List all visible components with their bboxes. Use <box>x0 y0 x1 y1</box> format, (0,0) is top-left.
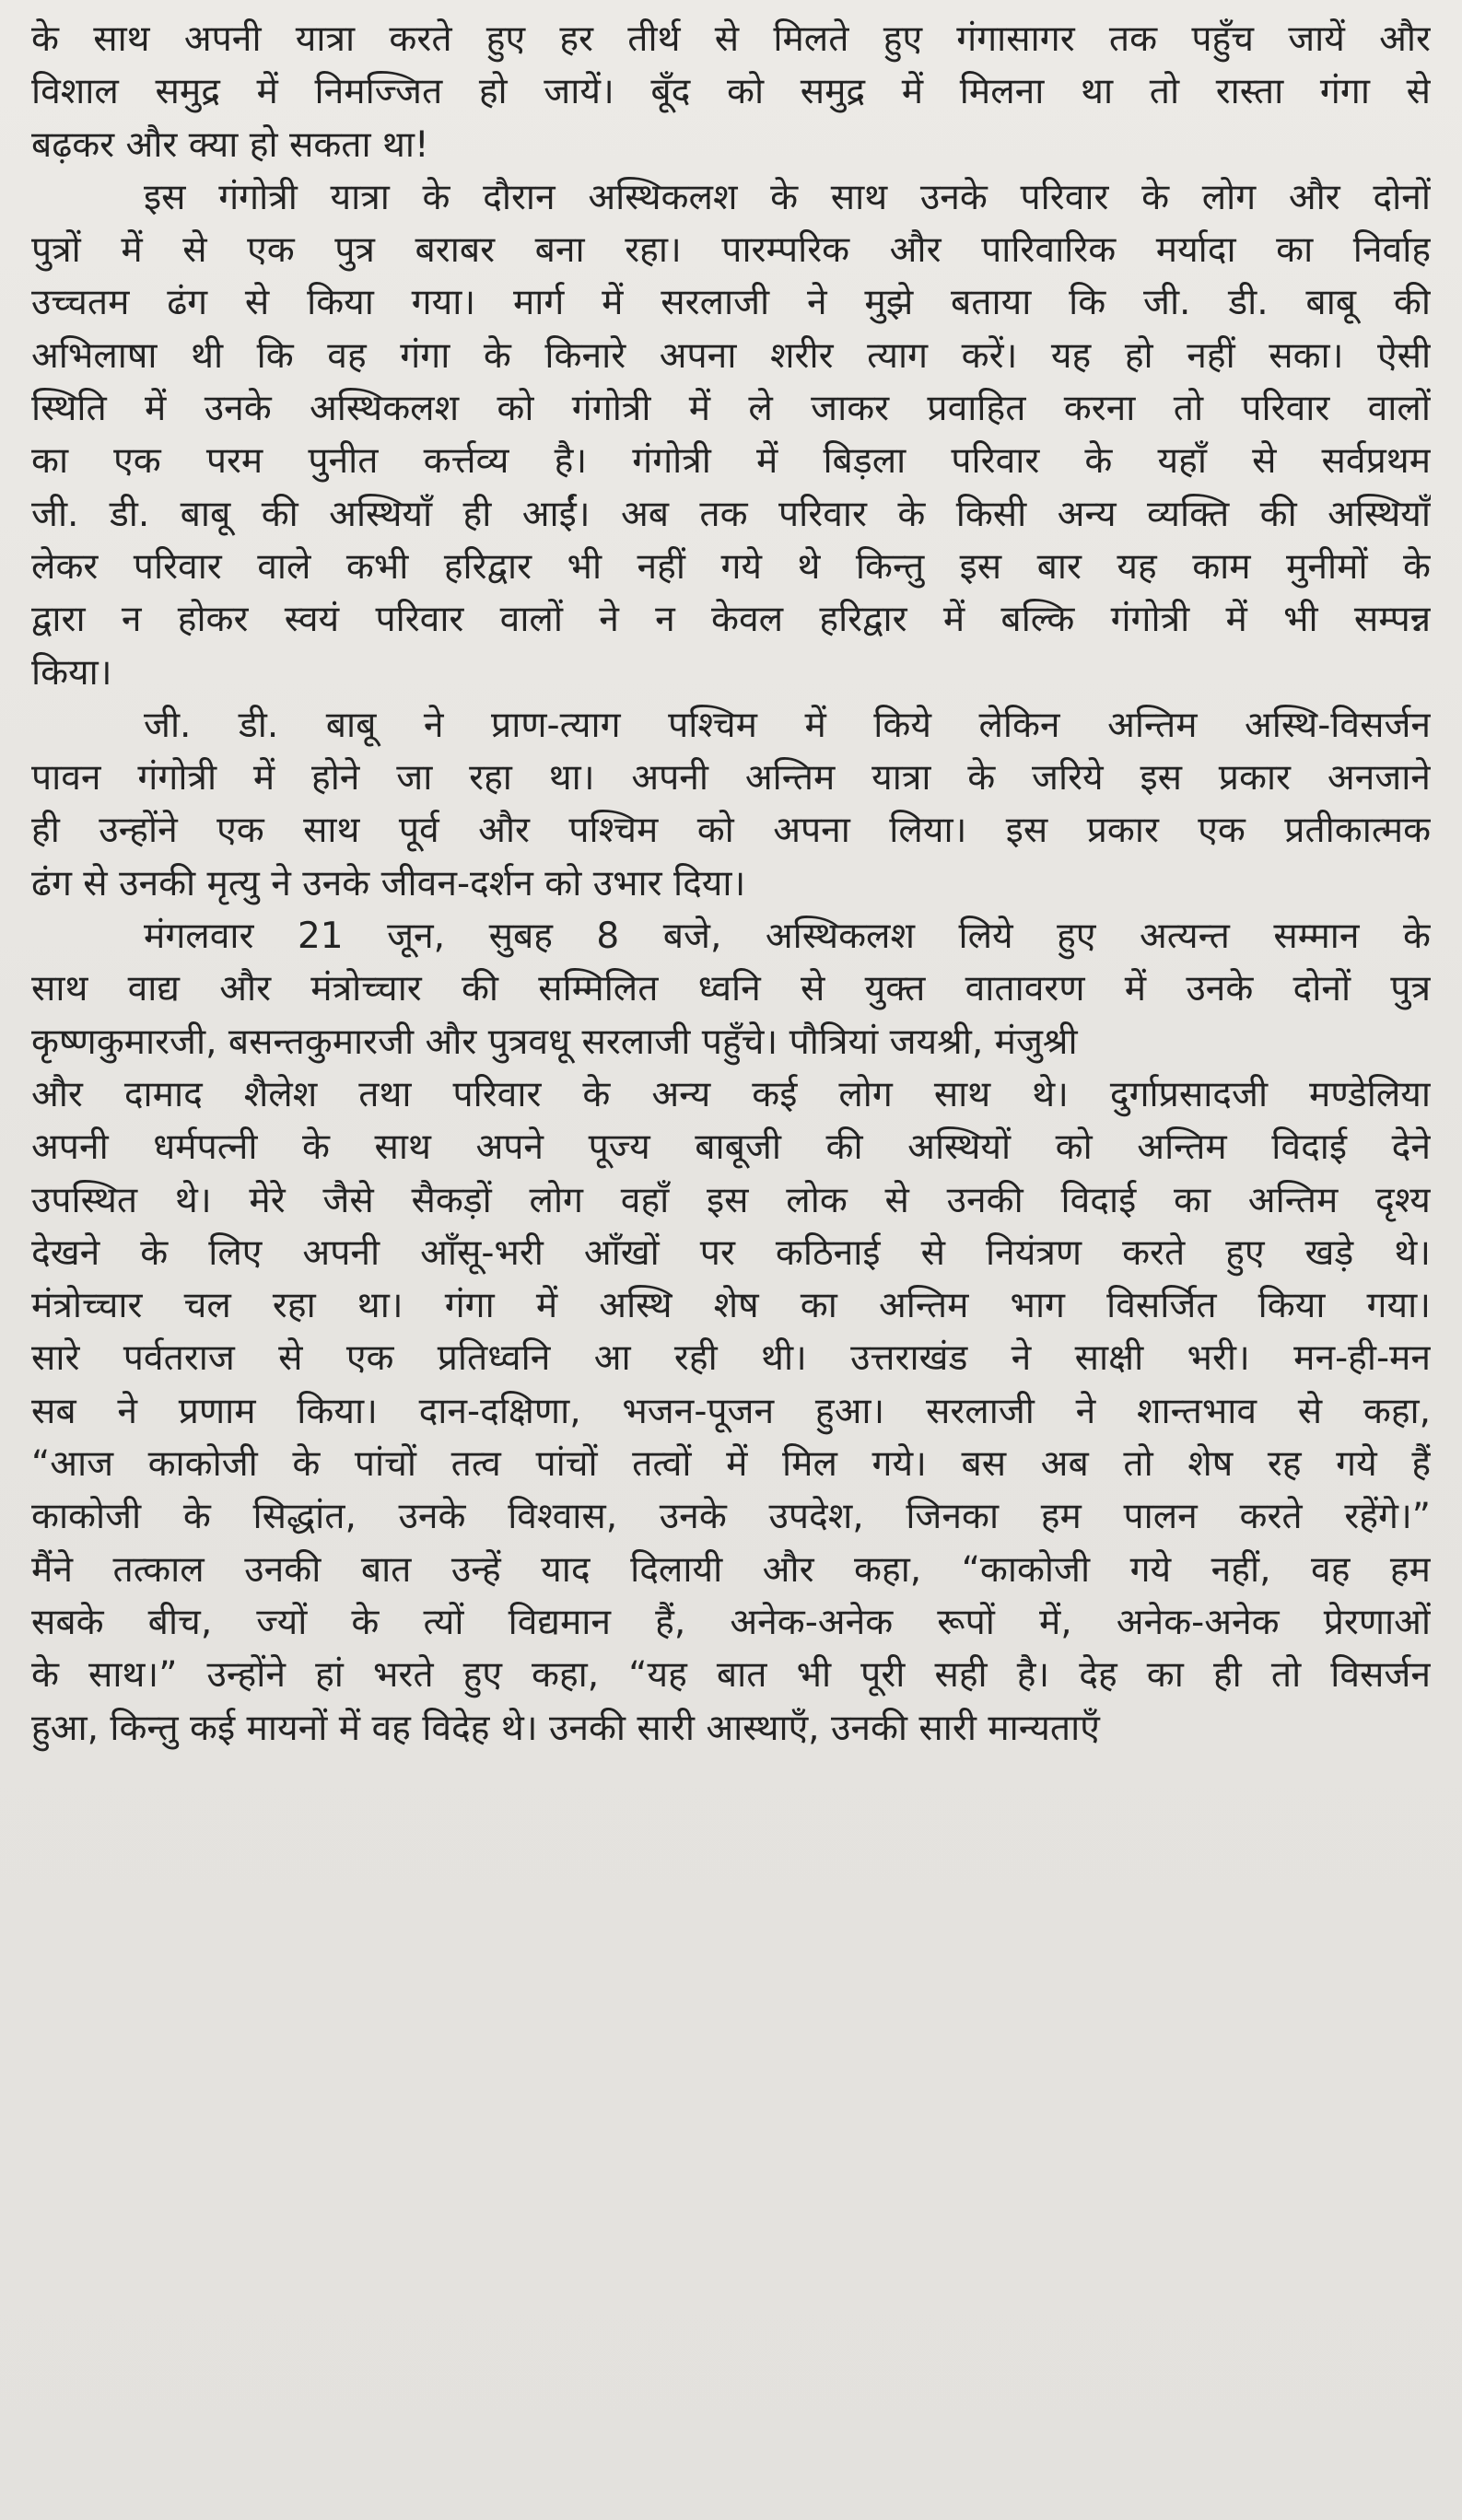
text-line: सबके बीच, ज्यों के त्यों विद्यमान हैं, अनेक-अनेक रूपों में, अनेक-अनेक प्रेरणाओं <box>31 1601 1431 1643</box>
text-line: जी. डी. बाबू की अस्थियाँ ही आईं। अब तक परिवार के किसी अन्य व्यक्ति की अस्थियाँ <box>31 493 1431 535</box>
text-line: उच्चतम ढंग से किया गया। मार्ग में सरलाजी ने मुझे बताया कि जी. डी. बाबू की <box>31 282 1431 324</box>
text-line: और दामाद शैलेश तथा परिवार के अन्य कई लोग साथ थे। दुर्गाप्रसादजी मण्डेलिया <box>31 1073 1431 1115</box>
text-line: मंत्रोच्चार चल रहा था। गंगा में अस्थि शेष का अन्तिम भाग विसर्जित किया गया। <box>31 1285 1431 1327</box>
text-line: देखने के लिए अपनी आँसू-भरी आँखों पर कठिनाई से नियंत्रण करते हुए खड़े थे। <box>31 1231 1431 1274</box>
text-line: “आज काकोजी के पांचों तत्व पांचों तत्वों में मिल गये। बस अब तो शेष रह गये हैं <box>31 1443 1431 1486</box>
text-line: सब ने प्रणाम किया। दान-दक्षिणा, भजन-पूजन हुआ। सरलाजी ने शान्तभाव से कहा, <box>31 1390 1431 1432</box>
paragraph-2 <box>31 171 1431 699</box>
text-line: ही उन्होंने एक साथ पूर्व और पश्चिम को अपना लिया। इस प्रकार एक प्रतीकात्मक <box>31 810 1431 852</box>
text-line: द्वारा न होकर स्वयं परिवार वालों ने न केवल हरिद्वार में बल्कि गंगोत्री में भी सम्पन्न <box>31 599 1431 641</box>
text-line: मंगलवार 21 जून, सुबह 8 बजे, अस्थिकलश लिये हुए अत्यन्त सम्मान के <box>144 916 1431 958</box>
text-line: के साथ।” उन्होंने हां भरते हुए कहा, “यह बात भी पूरी सही है। देह का ही तो विसर्जन <box>31 1654 1431 1697</box>
text-line: जी. डी. बाबू ने प्राण-त्याग पश्चिम में किये लेकिन अन्तिम अस्थि-विसर्जन <box>144 704 1431 746</box>
text-line: किया। <box>31 651 112 694</box>
paragraph-1 <box>31 13 1431 171</box>
text-line: कृष्णकुमारजी, बसन्तकुमारजी और पुत्रवधू सरलाजी पहुँचे। पौत्रियां जयश्री, मंजुश्री <box>31 1021 1078 1063</box>
paragraph-3 <box>31 699 1431 910</box>
text-line: अपनी धर्मपत्नी के साथ अपने पूज्य बाबूजी की अस्थियों को अन्तिम विदाई देने <box>31 1126 1431 1169</box>
text-line: मैंने तत्काल उनकी बात उन्हें याद दिलायी और कहा, “काकोजी गये नहीं, वह हम <box>31 1548 1431 1591</box>
text-line: उपस्थित थे। मेरे जैसे सैकड़ों लोग वहाँ इस लोक से उनकी विदाई का अन्तिम दृश्य <box>31 1179 1431 1221</box>
text-line: पुत्रों में से एक पुत्र बराबर बना रहा। पारम्परिक और पारिवारिक मर्यादा का निर्वाह <box>31 229 1431 272</box>
text-line: स्थिति में उनके अस्थिकलश को गंगोत्री में ले जाकर प्रवाहित करना तो परिवार वालों <box>31 388 1431 430</box>
text-line: ढंग से उनकी मृत्यु ने उनके जीवन-दर्शन को उभार दिया। <box>31 862 746 904</box>
text-line: हुआ, किन्तु कई मायनों में वह विदेह थे। उनकी सारी आस्थाएँ, उनकी सारी मान्यताएँ <box>31 1707 1100 1749</box>
text-line: पावन गंगोत्री में होने जा रहा था। अपनी अन्तिम यात्रा के जरिये इस प्रकार अनजाने <box>31 757 1431 799</box>
text-line: सारे पर्वतराज से एक प्रतिध्वनि आ रही थी। उत्तराखंड ने साक्षी भरी। मन-ही-मन <box>31 1337 1431 1380</box>
text-line: बढ़कर और क्या हो सकता था! <box>31 123 429 166</box>
text-line: विशाल समुद्र में निमज्जित हो जायें। बूँद को समुद्र में मिलना था तो रास्ता गंगा से <box>31 71 1431 113</box>
text-line: के साथ अपनी यात्रा करते हुए हर तीर्थ से मिलते हुए गंगासागर तक पहुँच जायें और <box>31 18 1431 60</box>
text-line: लेकर परिवार वाले कभी हरिद्वार भी नहीं गये थे किन्तु इस बार यह काम मुनीमों के <box>31 545 1431 588</box>
text-line: साथ वाद्य और मंत्रोच्चार की सम्मिलित ध्वनि से युक्त वातावरण में उनके दोनों पुत्र <box>31 968 1431 1010</box>
text-line: का एक परम पुनीत कर्त्तव्य है। गंगोत्री में बिड़ला परिवार के यहाँ से सर्वप्रथम <box>31 440 1431 483</box>
text-line: अभिलाषा थी कि वह गंगा के किनारे अपना शरीर त्याग करें। यह हो नहीं सका। ऐसी <box>31 334 1431 377</box>
text-line: काकोजी के सिद्धांत, उनके विश्वास, उनके उपदेश, जिनका हम पालन करते रहेंगे।” <box>31 1496 1431 1538</box>
paragraph-4 <box>31 910 1431 1755</box>
text-line: इस गंगोत्री यात्रा के दौरान अस्थिकलश के साथ उनके परिवार के लोग और दोनों <box>144 176 1431 218</box>
